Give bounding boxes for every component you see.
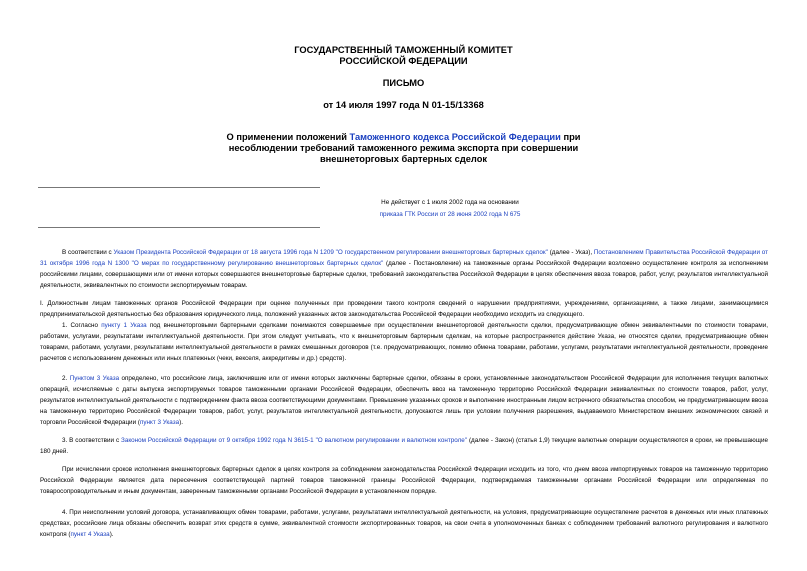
decree-item-3-ref-link[interactable]: пункт 3 Указа [139, 419, 180, 426]
text: 4. При неисполнении условий договора, устанавливающих обмен товарами, работами, услугами, результатами интеллектуальной деятельности, на условия, предусматривающие осуществление расчетов в денежных или иных платежных средствах, российские лица обязаны обеспечить возврат этих средств в сумме, эквивалентной стоимости экспортированных товаров, на свои счета в уполномоченных банках с соблюдением требований валютного регулирования и валютного контроля ( [40, 509, 768, 538]
title-text-2: при несоблюдении требований таможенного режима экспорта при совершении внешнеторговых бартерных сделок [228, 132, 581, 164]
status-text: Не действует с 1 июля 2002 года на основании [381, 199, 519, 206]
customs-code-link[interactable]: Таможенного кодекса Российской Федерации [349, 132, 561, 142]
text: ). [179, 419, 183, 426]
text: (далее - Указ), [547, 249, 594, 256]
status-order-link[interactable]: приказа ГТК России от 28 июня 2002 года N 675 [379, 211, 521, 218]
resolution-1300-link[interactable]: Постановлением Правительства Российской Федерации от 31 октября 1996 года N 1300 "О мерах по государственному регулированию внешнеторговых бартерных сделок" [40, 249, 769, 267]
text: под внешнеторговыми бартерными сделками понимаются совершаемые при осуществлении внешнеторговой деятельности сделки, предусматривающие обмен эквивалентными по стоимости товарами, работами, услугами, результатами интеллектуальной деятельности. При этом следует учитывать, что к внешнеторговым бартерным сделкам, на которые распространяется действие Указа, не относятся сделки, предусматривающие обмен товарами, работами, услугами, результатами интеллектуальной деятельности в рамках смешанных договоров (т.е. предусматривающих, помимо обмена товарами, работами, услугами, результатами интеллектуальной деятельности, проведение расчетов с использованием денежных или иных платежных (чеки, векселя, аккредитивы и др.) средств). [40, 322, 769, 362]
paragraph-import-date: При исчислении сроков исполнения внешнеторговых бартерных сделок в целях контроля за соблюдением законодательства Российской Федерации исходить из того, что днем ввоза импортируемых товаров на таможенную территорию Российской Федерации является дата пересечения соответствующей партией товаров таможенной границы Российской Федерации, подтверждаемая таможенными органами Российской Федерации или определяемая по товаросопроводительным и иным документам, заверенным таможенными органами Российской Федерации в установленном порядке. [40, 466, 768, 495]
title-text-1: О применении положений [226, 132, 350, 142]
paragraph-item-2 [40, 373, 768, 428]
divider-line-top [38, 187, 320, 188]
paragraph-item-4 [40, 507, 768, 540]
text: В соответствии с [62, 249, 114, 256]
divider-line-bottom [38, 227, 320, 228]
decree-item-1-link[interactable]: пункту 1 Указа [101, 322, 147, 329]
document-title [200, 132, 607, 165]
paragraph-intro [40, 247, 768, 291]
document-date: от 14 июля 1997 года N 01-15/13368 [323, 100, 484, 110]
law-3615-1-link[interactable]: Законом Российской Федерации от 9 октября 1992 года N 3615-1 "О валютном регулировании и валютном контроле" [121, 437, 468, 444]
paragraph-item-1 [40, 320, 768, 364]
document-type: ПИСЬМО [382, 78, 425, 88]
text: 1. Согласно [62, 322, 102, 329]
text: ). [109, 531, 114, 538]
paragraph-item-3 [40, 435, 768, 457]
status-note [260, 197, 640, 221]
text: 2. [62, 375, 70, 382]
text: определено, что российские лица, заключившие или от имени которых заключены бартерные сделки, обязаны в сроки, установленные законодательством Российской Федерации для исполнения текущих валютных операций, исчисляемые с даты выпуска экспортируемых товаров таможенными органами Российской Федерации, обеспечить ввоз на таможенную территорию Российской Федерации эквивалентных по стоимости товаров, работ, услуг, результатов интеллектуальной деятельности с подтверждением факта ввоза соответствующими документами. Превышение указанных сроков и выполнение иностранным лицом встречного обязательства способом, не предусматривающим ввоза на таможенную территорию Российской Федерации товаров, работ, услуг, результатов интеллектуальной деятельности, допускаются лишь при условии получения разрешения, выдаваемого Министерством внешних экономических связей и торговли Российской Федерации ( [40, 375, 768, 426]
decree-item-3-link[interactable]: Пунктом 3 Указа [69, 375, 120, 382]
paragraph-section-1: I. Должностным лицам таможенных органов Российской Федерации при оценке полученных при проведении такого контроля сведений о нарушении предприятиями, учреждениями, организациями, а также лицами, занимающимися предпринимательской деятельностью без образования юридического лица, положений указанных актов законодательства Российской Федерации необходимо исходить из следующего. [40, 300, 768, 318]
decree-item-4-link[interactable]: пункт 4 Указа [70, 531, 110, 538]
issuer-line-2: РОССИЙСКОЙ ФЕДЕРАЦИИ [339, 56, 468, 66]
text: 3. В соответствии с [62, 437, 122, 444]
decree-1209-link[interactable]: Указом Президента Российской Федерации от 18 августа 1996 года N 1209 "О государственном регулировании внешнеторговых бартерных сделок" [113, 249, 548, 256]
issuer-line-1: ГОСУДАРСТВЕННЫЙ ТАМОЖЕННЫЙ КОМИТЕТ [294, 45, 513, 55]
text: (далее - Постановление) на таможенные органы Российской Федерации возложено осуществление контроля за исполнением российскими лицами, совершающими или от имени которых совершаются внешнеторговые бартерные сделки, требований законодательства Российской Федерации в целях обеспечения ввоза товаров, работ, услуг, результатов интеллектуальной деятельности, эквивалентных по стоимости экспортируемым товарам. [40, 260, 768, 289]
text: (далее - Закон) (статья 1,9) текущие валютные операции осуществляются в сроки, не превышающие 180 дней. [40, 437, 768, 455]
